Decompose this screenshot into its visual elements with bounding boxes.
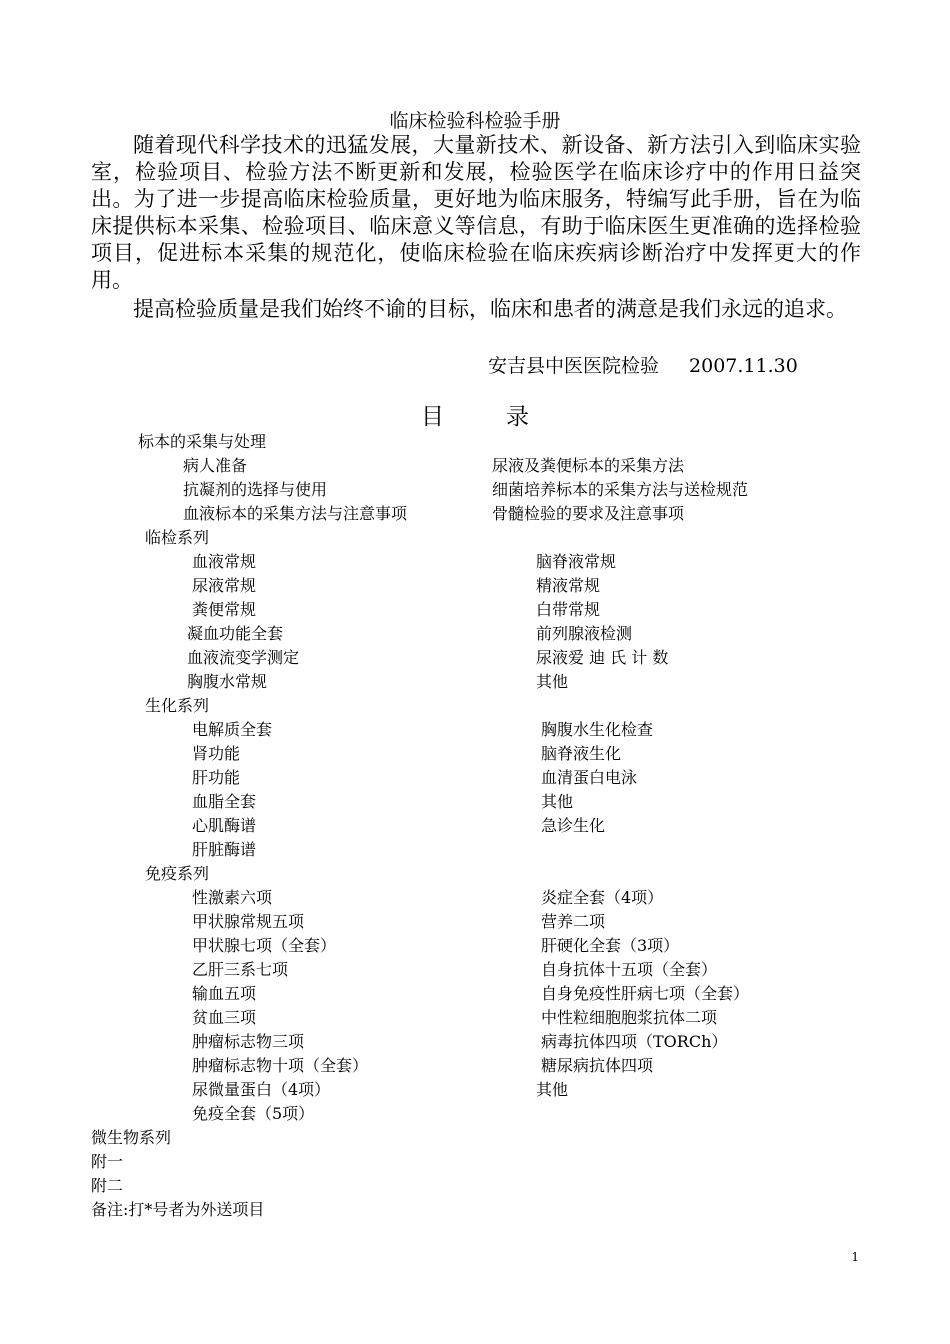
toc-item: 炎症全套（4项） bbox=[541, 888, 664, 907]
toc-item: 甲状腺常规五项 bbox=[192, 912, 305, 931]
toc-item: 乙肝三系七项 bbox=[192, 960, 289, 979]
toc-item: 白带常规 bbox=[536, 600, 601, 619]
page-number: 1 bbox=[851, 1250, 859, 1264]
toc-item: 脑脊液常规 bbox=[536, 552, 617, 571]
toc-item: 脑脊液生化 bbox=[541, 744, 622, 763]
toc-item: 自身抗体十五项（全套） bbox=[541, 960, 718, 979]
toc-item: 中性粒细胞胞浆抗体二项 bbox=[541, 1008, 718, 1027]
toc-item: 血液标本的采集方法与注意事项 bbox=[183, 504, 408, 523]
signature-date: 2007.11.30 bbox=[689, 355, 798, 377]
toc-item: 肾功能 bbox=[192, 744, 241, 763]
document-title: 临床检验科检验手册 bbox=[389, 110, 561, 132]
toc-item: 胸腹水生化检查 bbox=[541, 720, 654, 739]
toc-item: 肿瘤标志物十项（全套） bbox=[192, 1056, 369, 1075]
toc-item: 营养二项 bbox=[541, 912, 606, 931]
toc-item: 尿液及粪便标本的采集方法 bbox=[492, 456, 685, 475]
signature-org: 安吉县中医医院检验 bbox=[488, 355, 660, 377]
toc-item: 胸腹水常规 bbox=[187, 672, 268, 691]
toc-item: 输血五项 bbox=[192, 984, 257, 1003]
toc-item: 其他 bbox=[536, 672, 569, 691]
toc-item: 免疫全套（5项） bbox=[192, 1104, 315, 1123]
toc-item: 急诊生化 bbox=[541, 816, 606, 835]
toc-item: 肝硬化全套（3项） bbox=[541, 936, 680, 955]
signature bbox=[488, 351, 798, 378]
toc-item: 贫血三项 bbox=[192, 1008, 257, 1027]
toc-item: 血清蛋白电泳 bbox=[541, 768, 638, 787]
toc-item: 其他 bbox=[541, 792, 574, 811]
toc-item: 尿微量蛋白（4项） bbox=[192, 1080, 331, 1099]
toc-item: 附一 bbox=[91, 1152, 124, 1171]
toc-item: 尿液常规 bbox=[192, 576, 257, 595]
toc-item: 病人准备 bbox=[183, 456, 248, 475]
toc-item: 电解质全套 bbox=[192, 720, 273, 739]
toc-item: 血液流变学测定 bbox=[187, 648, 300, 667]
toc-item: 肿瘤标志物三项 bbox=[192, 1032, 305, 1051]
toc-section-title: 微生物系列 bbox=[91, 1128, 172, 1147]
toc-note: 备注:打*号者为外送项目 bbox=[91, 1200, 265, 1219]
intro-paragraph: 随着现代科学技术的迅猛发展，大量新技术、新设备、新方法引入到临床实验室，检验项目、检验方法不断更新和发展，检验医学在临床诊疗中的作用日益突出。为了进一步提高临床检验质量，更好地为临床服务，特编写此手册，旨在为临床提供标本采集、检验项目、临床意义等信息，有助于临床医生更准确的选择检验项目，促进标本采集的规范化，使临床检验在临床疾病诊断治疗中发挥更大的作用。 bbox=[91, 133, 861, 292]
toc-heading: 目录 bbox=[421, 404, 591, 430]
toc-item: 抗凝剂的选择与使用 bbox=[183, 480, 328, 499]
toc-item: 性激素六项 bbox=[192, 888, 273, 907]
toc-item: 血脂全套 bbox=[192, 792, 257, 811]
toc-section-title: 标本的采集与处理 bbox=[138, 432, 267, 451]
toc-item: 甲状腺七项（全套） bbox=[192, 936, 337, 955]
toc-item: 肝脏酶谱 bbox=[192, 840, 257, 859]
toc-item: 血液常规 bbox=[192, 552, 257, 571]
toc-item: 骨髓检验的要求及注意事项 bbox=[492, 504, 685, 523]
toc-section-title: 临检系列 bbox=[145, 528, 210, 547]
toc-item: 细菌培养标本的采集方法与送检规范 bbox=[492, 480, 749, 499]
toc-section-title: 生化系列 bbox=[145, 696, 210, 715]
toc-item: 尿液爱 迪 氏 计 数 bbox=[536, 648, 669, 667]
intro-paragraph: 提高检验质量是我们始终不谕的目标，临床和患者的满意是我们永远的追求。 bbox=[133, 297, 847, 321]
toc-item: 自身免疫性肝病七项（全套） bbox=[541, 984, 750, 1003]
toc-item: 精液常规 bbox=[536, 576, 601, 595]
toc-item: 前列腺液检测 bbox=[536, 624, 633, 643]
toc-item: 病毒抗体四项（TORCh） bbox=[541, 1032, 728, 1051]
toc-section-title: 免疫系列 bbox=[145, 864, 210, 883]
intro-section bbox=[91, 132, 861, 323]
toc-item: 粪便常规 bbox=[192, 600, 257, 619]
toc-item: 肝功能 bbox=[192, 768, 241, 787]
toc-item: 凝血功能全套 bbox=[187, 624, 284, 643]
toc-item: 其他 bbox=[536, 1080, 569, 1099]
toc-item: 附二 bbox=[91, 1176, 124, 1195]
toc-item: 心肌酶谱 bbox=[192, 816, 257, 835]
toc-item: 糖尿病抗体四项 bbox=[541, 1056, 654, 1075]
